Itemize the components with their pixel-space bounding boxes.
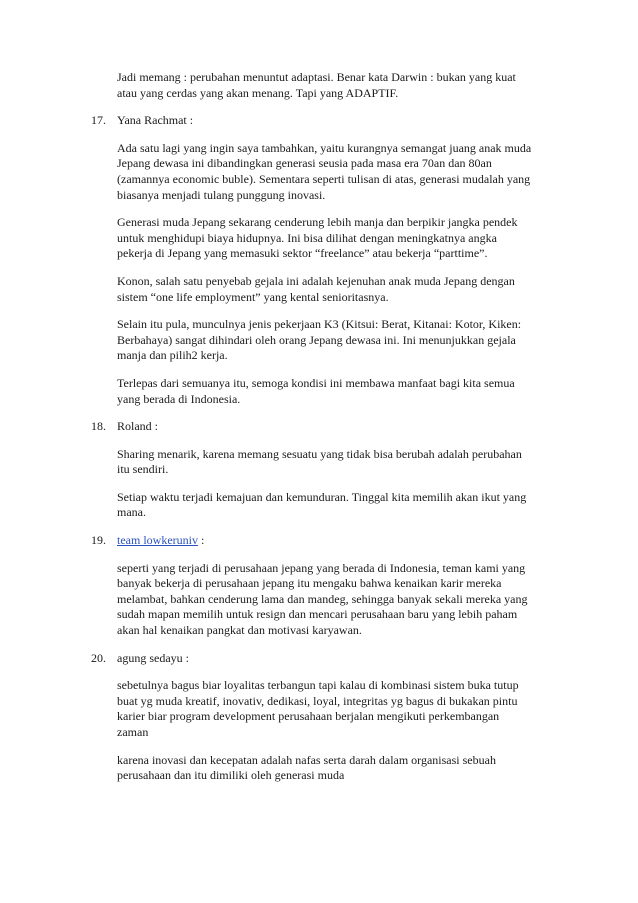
paragraph-line: akan hal kenaikan pangkat dan motivasi karyawan. [117, 623, 362, 638]
paragraph-line: Ada satu lagi yang ingin saya tambahkan, yaitu kurangnya semangat juang anak muda [117, 140, 532, 155]
comment-entry [0, 113, 638, 407]
paragraph-line: banyak bekerja di perusahaan jepang itu mengaku bahwa kenaikan karir mereka [117, 576, 502, 591]
paragraph-line: manja dan pilih2 kerja. [117, 348, 228, 363]
comment-paragraph [117, 447, 568, 478]
comment-paragraph [117, 376, 568, 407]
comment-entry [0, 419, 638, 521]
comment-paragraph [117, 215, 568, 262]
comment-number: 20. [91, 650, 106, 665]
paragraph-line: karier biar program development perusahaan berjalan mengikuti perkembangan [117, 709, 500, 724]
comment-entry [0, 533, 638, 639]
comment-author-line [117, 533, 204, 549]
paragraph-line: Jadi memang : perubahan menuntut adaptasi. Benar kata Darwin : bukan yang kuat [117, 70, 516, 84]
comment-number: 17. [91, 113, 106, 128]
paragraph-line: biasanya menjadi tulang punggung inovasi. [117, 187, 326, 202]
paragraph-line: Setiap waktu terjadi kemajuan dan kemunduran. Tinggal kita memilih akan ikut yang [117, 489, 527, 504]
paragraph-line: seperti yang terjadi di perusahaan jepang yang berada di Indonesia, teman kami yang [117, 560, 526, 575]
comment-paragraph [117, 490, 568, 521]
comment-author: agung sedayu [117, 650, 183, 665]
intro-paragraph [117, 70, 568, 101]
comment-header [91, 651, 638, 667]
paragraph-line: sebetulnya bagus biar loyalitas terbangun tapi kalau di kombinasi sistem buka tutup [117, 678, 519, 693]
comment-author-link[interactable]: team lowkeruniv [117, 533, 198, 548]
comment-paragraph [117, 753, 568, 784]
paragraph-line: itu sendiri. [117, 462, 169, 477]
paragraph-line: Selain itu pula, munculnya jenis pekerjaan K3 (Kitsui: Berat, Kitanai: Kotor, Kiken: [117, 317, 522, 332]
comment-header [91, 419, 638, 435]
comment-number: 18. [91, 419, 106, 434]
paragraph-line: mana. [117, 505, 146, 520]
comment-paragraph [117, 561, 568, 639]
comment-author-suffix: : [186, 113, 194, 128]
paragraph-line: karena inovasi dan kecepatan adalah nafas serta darah dalam organisasi sebuah [117, 752, 496, 767]
comment-paragraph [117, 317, 568, 364]
document-page [0, 70, 638, 784]
comment-author: Roland [117, 419, 152, 434]
paragraph-line: atau yang cerdas yang akan menang. Tapi yang ADAPTIF. [117, 85, 399, 100]
comment-author-suffix: : [197, 533, 205, 548]
paragraph-line: Sharing menarik, karena memang sesuatu yang tidak bisa berubah adalah perubahan [117, 446, 522, 461]
comment-author-suffix: : [182, 650, 189, 665]
paragraph-line: perusahaan dan itu dimiliki oleh generasi muda [117, 768, 345, 783]
paragraph-line: Jepang dewasa ini dibandingkan generasi seusia pada masa era 70an dan 80an [117, 156, 492, 171]
paragraph-line: melambat, bahkan cenderung lama dan mandeg, sehingga banyak sekali mereka yang [117, 591, 528, 606]
paragraph-line: sistem “one life employment” yang kental senioritasnya. [117, 289, 389, 304]
comment-author-suffix: : [151, 419, 159, 434]
comment-header [91, 113, 638, 129]
comment-author-line [117, 113, 193, 129]
paragraph-line: yang berada di Indonesia. [117, 391, 241, 406]
paragraph-line: zaman [117, 725, 149, 739]
paragraph-line: buat yg muda kreatif, inovativ, dedikasi, loyal, integritas yg bagus di bukakan pintu [117, 693, 518, 708]
comment-paragraph [117, 274, 568, 305]
comment-paragraph [117, 678, 568, 740]
paragraph-line: Konon, salah satu penyebab gejala ini adalah kejenuhan anak muda Jepang dengan [117, 273, 515, 288]
comment-entry [0, 651, 638, 784]
comment-list [0, 113, 638, 784]
paragraph-line: pekerja di Jepang yang memasuki sektor “freelance” atau bekerja “parttime”. [117, 246, 488, 261]
paragraph-line: sudah mapan memilih untuk resign dan mencari perusahaan baru yang lebih paham [117, 607, 518, 622]
paragraph-line: Generasi muda Jepang sekarang cenderung lebih manja dan berpikir jangka pendek [117, 215, 518, 230]
comment-paragraph [117, 141, 568, 203]
paragraph-line: untuk menghidupi biaya hidupnya. Ini bisa dilihat dengan meningkatnya angka [117, 230, 497, 245]
paragraph-line: Terlepas dari semuanya itu, semoga kondisi ini membawa manfaat bagi kita semua [117, 375, 515, 390]
comment-number: 19. [91, 533, 106, 548]
comment-author-line [117, 651, 189, 667]
comment-author: Yana Rachmat [117, 113, 187, 128]
paragraph-line: (zamannya economic buble). Sementara seperti tulisan di atas, generasi mudalah yang [117, 171, 531, 186]
comment-header [91, 533, 638, 549]
comment-author-line [117, 419, 158, 435]
paragraph-line: Berbahaya) sangat dihindari oleh orang Jepang dewasa ini. Ini menunjukkan gejala [117, 332, 516, 347]
